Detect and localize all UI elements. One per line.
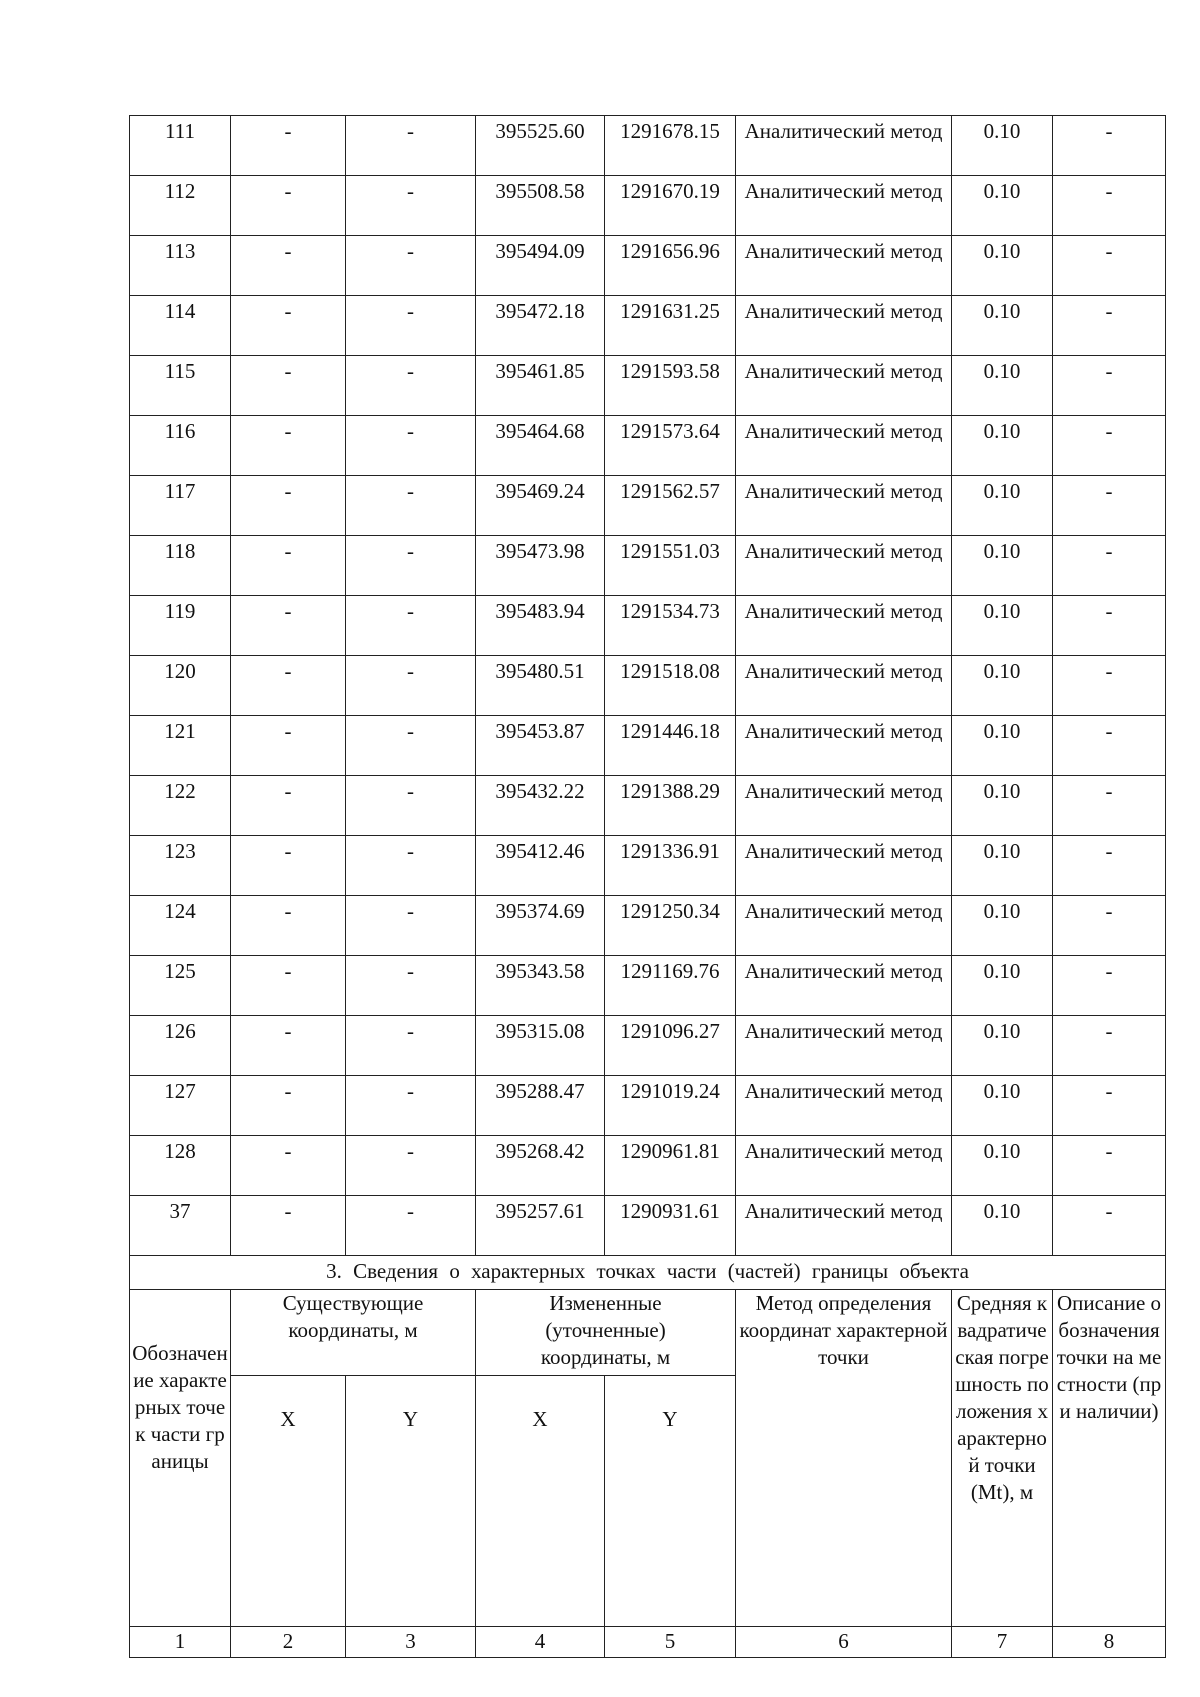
cell-description: - [1053,836,1166,896]
cell-description: - [1053,596,1166,656]
cell-description: - [1053,956,1166,1016]
cell-y-changed: 1291096.27 [605,1016,736,1076]
table-row [130,956,1166,1016]
cell-method: Аналитический метод [736,176,952,236]
cell-description: - [1053,236,1166,296]
cell-x-changed: 395374.69 [476,896,605,956]
column-number: 5 [605,1627,736,1658]
table-row [130,236,1166,296]
cell-point-number: 114 [130,296,231,356]
cell-y-changed: 1291656.96 [605,236,736,296]
cell-method: Аналитический метод [736,896,952,956]
cell-mean-error: 0.10 [952,596,1053,656]
cell-x-existing: - [231,296,346,356]
cell-point-number: 124 [130,896,231,956]
cell-point-number: 128 [130,1136,231,1196]
cell-y-changed: 1291446.18 [605,716,736,776]
cell-y-existing: - [346,476,476,536]
cell-y-existing: - [346,896,476,956]
cell-method: Аналитический метод [736,476,952,536]
table-row [130,416,1166,476]
header-changed-coordinates: Измененные (уточненные) координаты, м [476,1290,736,1376]
header-x-changed: X [476,1376,605,1627]
cell-mean-error: 0.10 [952,476,1053,536]
cell-x-changed: 395494.09 [476,236,605,296]
cell-description: - [1053,1196,1166,1256]
cell-x-changed: 395412.46 [476,836,605,896]
cell-description: - [1053,176,1166,236]
cell-method: Аналитический метод [736,956,952,1016]
cell-x-existing: - [231,356,346,416]
cell-method: Аналитический метод [736,836,952,896]
cell-y-changed: 1291518.08 [605,656,736,716]
header-y-existing: Y [346,1376,476,1627]
column-number: 2 [231,1627,346,1658]
table-row [130,1136,1166,1196]
cell-y-changed: 1290961.81 [605,1136,736,1196]
column-numbers-row [130,1627,1166,1658]
cell-x-changed: 395473.98 [476,536,605,596]
cell-y-existing: - [346,776,476,836]
cell-y-existing: - [346,1016,476,1076]
cell-description: - [1053,116,1166,176]
cell-point-number: 118 [130,536,231,596]
cell-point-number: 121 [130,716,231,776]
cell-point-number: 127 [130,1076,231,1136]
cell-y-changed: 1291336.91 [605,836,736,896]
cell-y-changed: 1291250.34 [605,896,736,956]
cell-mean-error: 0.10 [952,236,1053,296]
cell-description: - [1053,1136,1166,1196]
table-row [130,596,1166,656]
cell-y-existing: - [346,596,476,656]
cell-mean-error: 0.10 [952,1196,1053,1256]
cell-y-changed: 1291388.29 [605,776,736,836]
cell-y-changed: 1291562.57 [605,476,736,536]
table-row [130,1016,1166,1076]
header-existing-coordinates: Существующие координаты, м [231,1290,476,1376]
cell-x-existing: - [231,416,346,476]
header-x-existing: X [231,1376,346,1627]
cell-mean-error: 0.10 [952,1016,1053,1076]
cell-x-changed: 395268.42 [476,1136,605,1196]
cell-y-changed: 1291678.15 [605,116,736,176]
cell-mean-error: 0.10 [952,176,1053,236]
cell-method: Аналитический метод [736,596,952,656]
cell-x-existing: - [231,236,346,296]
cell-mean-error: 0.10 [952,116,1053,176]
cell-y-existing: - [346,416,476,476]
header-point-designation: Обозначение характерных точек части границы [130,1290,231,1627]
cell-method: Аналитический метод [736,656,952,716]
cell-method: Аналитический метод [736,296,952,356]
cell-description: - [1053,296,1166,356]
table-row [130,776,1166,836]
cell-mean-error: 0.10 [952,956,1053,1016]
header-mean-error: Средняя квадратическая погрешность положения характерной точки (Mt), м [952,1290,1053,1627]
cell-point-number: 125 [130,956,231,1016]
cell-method: Аналитический метод [736,716,952,776]
table-row [130,656,1166,716]
cell-x-existing: - [231,1016,346,1076]
cell-y-existing: - [346,296,476,356]
cell-point-number: 122 [130,776,231,836]
section-title: 3. Сведения о характерных точках части (частей) границы объекта [130,1256,1166,1290]
cell-mean-error: 0.10 [952,716,1053,776]
cell-x-changed: 395508.58 [476,176,605,236]
cell-method: Аналитический метод [736,1076,952,1136]
cell-y-existing: - [346,536,476,596]
table-row [130,116,1166,176]
cell-description: - [1053,896,1166,956]
cell-mean-error: 0.10 [952,356,1053,416]
cell-y-existing: - [346,1076,476,1136]
cell-y-changed: 1291670.19 [605,176,736,236]
cell-y-changed: 1291593.58 [605,356,736,416]
cell-description: - [1053,356,1166,416]
cell-description: - [1053,1016,1166,1076]
column-number: 3 [346,1627,476,1658]
cell-mean-error: 0.10 [952,656,1053,716]
table-body [130,116,1166,1256]
cell-x-changed: 395480.51 [476,656,605,716]
cell-x-existing: - [231,776,346,836]
cell-mean-error: 0.10 [952,536,1053,596]
cell-point-number: 111 [130,116,231,176]
cell-method: Аналитический метод [736,356,952,416]
table-row [130,1076,1166,1136]
cell-point-number: 112 [130,176,231,236]
table-row [130,1196,1166,1256]
table-row [130,356,1166,416]
coordinates-table [129,115,1166,1658]
cell-y-existing: - [346,116,476,176]
cell-y-changed: 1291169.76 [605,956,736,1016]
cell-mean-error: 0.10 [952,416,1053,476]
cell-y-changed: 1291551.03 [605,536,736,596]
table-row [130,896,1166,956]
column-number: 4 [476,1627,605,1658]
cell-y-existing: - [346,1196,476,1256]
cell-method: Аналитический метод [736,1196,952,1256]
cell-method: Аналитический метод [736,116,952,176]
cell-method: Аналитический метод [736,536,952,596]
table-header-section [130,1256,1166,1658]
cell-method: Аналитический метод [736,1016,952,1076]
cell-x-changed: 395432.22 [476,776,605,836]
cell-point-number: 115 [130,356,231,416]
cell-description: - [1053,716,1166,776]
cell-x-changed: 395483.94 [476,596,605,656]
cell-mean-error: 0.10 [952,296,1053,356]
cell-x-existing: - [231,476,346,536]
cell-x-changed: 395257.61 [476,1196,605,1256]
cell-x-existing: - [231,656,346,716]
cell-mean-error: 0.10 [952,896,1053,956]
cell-x-existing: - [231,896,346,956]
cell-y-existing: - [346,716,476,776]
cell-method: Аналитический метод [736,1136,952,1196]
cell-method: Аналитический метод [736,416,952,476]
cell-mean-error: 0.10 [952,776,1053,836]
column-number: 6 [736,1627,952,1658]
cell-x-existing: - [231,536,346,596]
cell-y-existing: - [346,656,476,716]
cell-point-number: 120 [130,656,231,716]
cell-x-changed: 395525.60 [476,116,605,176]
cell-point-number: 119 [130,596,231,656]
cell-y-existing: - [346,236,476,296]
cell-y-changed: 1291631.25 [605,296,736,356]
cell-mean-error: 0.10 [952,836,1053,896]
cell-description: - [1053,776,1166,836]
cell-description: - [1053,416,1166,476]
header-method: Метод определения координат характерной точки [736,1290,952,1627]
table-row [130,716,1166,776]
cell-x-existing: - [231,176,346,236]
column-number: 7 [952,1627,1053,1658]
cell-x-changed: 395472.18 [476,296,605,356]
cell-y-changed: 1290931.61 [605,1196,736,1256]
cell-y-changed: 1291573.64 [605,416,736,476]
table-row [130,536,1166,596]
cell-x-changed: 395464.68 [476,416,605,476]
cell-method: Аналитический метод [736,236,952,296]
cell-description: - [1053,536,1166,596]
cell-description: - [1053,656,1166,716]
cell-y-existing: - [346,356,476,416]
cell-x-existing: - [231,596,346,656]
cell-point-number: 37 [130,1196,231,1256]
cell-description: - [1053,476,1166,536]
cell-mean-error: 0.10 [952,1136,1053,1196]
table-row [130,836,1166,896]
header-description: Описание обозначения точки на местности (при наличии) [1053,1290,1166,1627]
cell-y-existing: - [346,1136,476,1196]
cell-x-existing: - [231,956,346,1016]
cell-x-changed: 395343.58 [476,956,605,1016]
header-y-changed: Y [605,1376,736,1627]
cell-point-number: 126 [130,1016,231,1076]
cell-mean-error: 0.10 [952,1076,1053,1136]
cell-x-changed: 395469.24 [476,476,605,536]
cell-x-changed: 395315.08 [476,1016,605,1076]
cell-method: Аналитический метод [736,776,952,836]
cell-x-existing: - [231,1196,346,1256]
table-row [130,476,1166,536]
cell-point-number: 116 [130,416,231,476]
cell-point-number: 117 [130,476,231,536]
cell-x-existing: - [231,1136,346,1196]
cell-point-number: 113 [130,236,231,296]
cell-y-changed: 1291019.24 [605,1076,736,1136]
cell-x-existing: - [231,116,346,176]
cell-x-changed: 395453.87 [476,716,605,776]
cell-x-changed: 395288.47 [476,1076,605,1136]
cell-y-existing: - [346,176,476,236]
table-row [130,176,1166,236]
cell-x-changed: 395461.85 [476,356,605,416]
cell-x-existing: - [231,836,346,896]
table-row [130,296,1166,356]
cell-point-number: 123 [130,836,231,896]
column-number: 8 [1053,1627,1166,1658]
column-number: 1 [130,1627,231,1658]
cell-description: - [1053,1076,1166,1136]
cell-y-changed: 1291534.73 [605,596,736,656]
cell-y-existing: - [346,956,476,1016]
cell-y-existing: - [346,836,476,896]
cell-x-existing: - [231,716,346,776]
cell-x-existing: - [231,1076,346,1136]
